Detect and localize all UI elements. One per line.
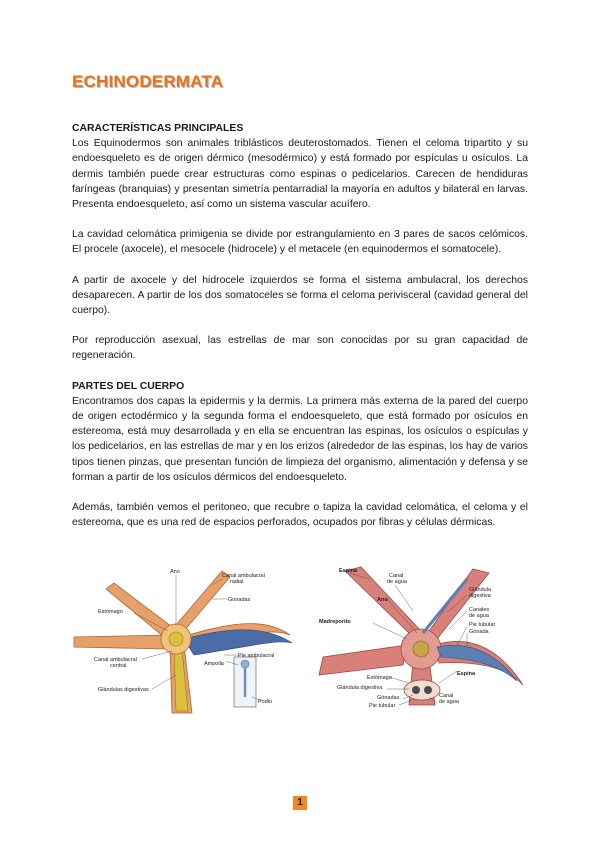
starfish-anatomy-figure-2: [317, 565, 528, 715]
label-estomago: Estómago: [98, 609, 123, 615]
label-canal-2: Canal: [439, 693, 454, 699]
label-estomago: Estómago: [367, 675, 392, 681]
label-glandulas: Glándulas digestivas: [98, 687, 149, 693]
label-ano: Ano: [377, 597, 388, 603]
label-pie: Pie ambulacral: [238, 653, 275, 659]
label-podio: Podio: [258, 699, 273, 705]
label-canal-2b: de agua: [439, 699, 459, 705]
label-ano: Ano: [170, 569, 180, 575]
paragraph: Además, también vemos el peritoneo, que recubre o tapiza la cavidad celomática, el celoma y el estereoma, que es una red de espacios perforados, ocupados por fibras y células dérmicas.: [72, 502, 528, 529]
label-gonadas: Gónadas: [228, 597, 251, 603]
label-canal-radial-2: radial: [230, 579, 244, 585]
page-number: 1: [293, 796, 307, 810]
label-glandula-digestiva: Glándula digestiva: [337, 685, 383, 691]
section-heading-caracteristicas: CARACTERÍSTICAS PRINCIPALES: [72, 123, 244, 134]
paragraph: Los Equinodermos son animales triblásticos deuterostomados. Tienen el celoma tripartito y su endoesqueleto es de origen dérmico (mesodérmico) y está formado por espículas u osículos. La dermis también puede crear estructuras como espinas o pedicelarios. Carecen de hendiduras faríngeas (branquias) y presentan simetría pentarradial la mayoría en adultos y bilateral en larvas. Presenta endoesqueleto, así como un sistema vascular acuífero.: [72, 138, 528, 211]
figures: [72, 565, 528, 715]
label-glandula-2: digestiva: [469, 593, 491, 599]
label-pie-tubular-2: Pie tubular: [369, 703, 396, 709]
label-canal-radial: Canal ambulacral: [222, 573, 265, 579]
label-ampolla: Ampolla: [204, 661, 224, 667]
label-madreporito: Madreporito: [319, 619, 351, 625]
label-glandula: Glándula: [469, 587, 492, 593]
label-canal-central: Canal ambulacral: [94, 657, 137, 663]
label-canal-central-2: central: [110, 663, 127, 669]
label-canal-agua-2: de agua: [387, 579, 407, 585]
label-canal-agua: Canal: [389, 573, 404, 579]
label-espina-2: Espina: [457, 671, 476, 677]
document-body: [72, 121, 528, 530]
paragraph: La cavidad celomática primigenia se divide por estrangulamiento en 3 pares de sacos celómicos. El procele (axocele), el mesocele (hidrocele) y el metacele (en equinodermos el somatocele).: [72, 229, 528, 256]
label-canales-2: de agua: [469, 613, 489, 619]
paragraph: A partir de axocele y del hidrocele izquierdos se forma el sistema ambulacral, los derechos desaparecen. A partir de los dos somatoceles se forma el celoma perivisceral (cavidad general del cuerpo).: [72, 274, 528, 317]
label-canales: Canales: [469, 607, 490, 613]
label-gonadas: Gónadas: [377, 695, 400, 701]
label-pie-tubular: Pie tubular: [469, 622, 496, 628]
paragraph: Por reproducción asexual, las estrellas de mar son conocidas por su gran capacidad de regeneración.: [72, 335, 528, 362]
label-gonada: Gónada: [469, 629, 489, 635]
paragraph: Encontramos dos capas la epidermis y la dermis. La primera más externa de la pared del cuerpo de origen ectodérmico y la segunda forma el endoesqueleto, que está formado por osículos en estereoma, está muy desarrollada y en ella se encuentran las espinas, los osículos o espículas y los pedicelarios, en las estrellas de mar y en los erizos (alrededor de las espinas, los hay de varios tipos tienen pinzas, que presentan función de limpieza del organismo, alimentación y defensa y se forman a partir de los osículos dérmicos del endoesqueleto.: [72, 395, 528, 483]
page-title: ECHINODERMATA: [72, 72, 224, 91]
label-espina: Espina: [339, 568, 358, 574]
section-heading-partes: PARTES DEL CUERPO: [72, 380, 185, 392]
starfish-anatomy-figure-1: [72, 565, 302, 715]
